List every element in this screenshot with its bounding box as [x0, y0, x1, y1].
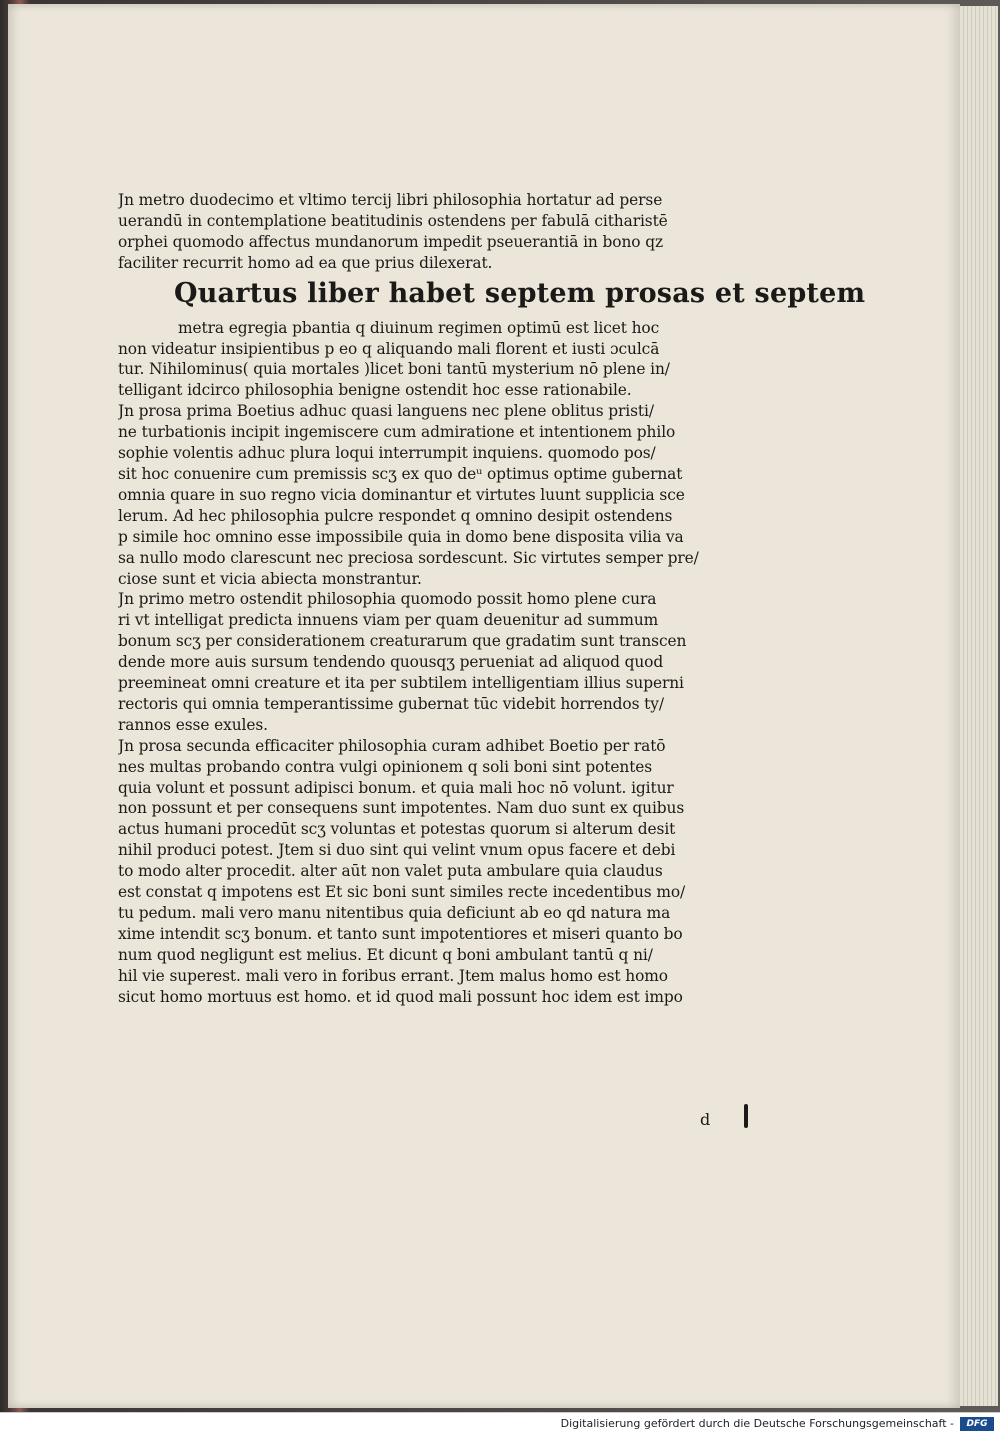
text-line: Jn primo metro ostendit philosophia quomodo possit homo plene cura	[118, 590, 657, 609]
text-line: quia volunt et possunt adipisci bonum. et quia mali hoc nō volunt. igitur	[118, 778, 674, 797]
text-line: sa nullo modo clarescunt nec preciosa sordescunt. Sic virtutes semper pre/	[118, 548, 699, 567]
text-line: sit hoc conuenire cum premissis scʒ ex quo deᵘ optimus optime gubernat	[118, 464, 683, 483]
book-heading: Quartus liber habet septem prosas et septem	[174, 277, 866, 309]
page-edges	[960, 6, 998, 1406]
text-line: uerandū in contemplatione beatitudinis ostendens per fabulā citharistē	[118, 211, 668, 230]
text-line: p simile hoc omnino esse impossibile quia in domo bene disposita vilia va	[118, 527, 684, 546]
text-line: to modo alter procedit. alter aūt non valet puta ambulare quia claudus	[118, 862, 663, 881]
text-line: nes multas probando contra vulgi opinionem q soli boni sint potentes	[118, 757, 653, 776]
text-line: sicut homo mortuus est homo. et id quod mali possunt hoc idem est impo	[118, 987, 683, 1006]
text-line: orphei quomodo affectus mundanorum impedit pseuerantiā in bono qz	[118, 232, 663, 251]
text-line: hil vie superest. mali vero in foribus errant. Jtem malus homo est homo	[118, 966, 668, 985]
text-line: num quod negligunt est melius. Et dicunt q boni ambulant tantū q ni/	[118, 945, 653, 964]
text-line: metra egregia pbantia q diuinum regimen optimū est licet hoc	[178, 318, 660, 337]
footer-bar	[0, 1412, 1000, 1436]
text-line: omnia quare in suo regno vicia dominantur et virtutes luunt supplicia sce	[118, 485, 685, 504]
text-line: non videatur insipientibus p eo q aliquando mali florent et iusti ɔculcā	[118, 339, 660, 358]
ink-mark	[744, 1104, 748, 1128]
page-text-block	[118, 190, 866, 1008]
text-line: ciose sunt et vicia abiecta monstrantur.	[118, 569, 422, 588]
text-line: non possunt et per consequens sunt impotentes. Nam duo sunt ex quibus	[118, 799, 685, 818]
text-line: actus humani procedūt scʒ voluntas et potestas quorum si alterum desit	[118, 820, 676, 839]
text-line: bonum scʒ per considerationem creaturarum que gradatim sunt transcen	[118, 632, 687, 651]
text-line: ne turbationis incipit ingemiscere cum admiratione et intentionem philo	[118, 423, 676, 442]
text-line: xime intendit scʒ bonum. et tanto sunt impotentiores et miseri quanto bo	[118, 924, 683, 943]
text-line: ri vt intelligat predicta innuens viam per quam deuenitur ad summum	[118, 611, 659, 630]
text-line: rannos esse exules.	[118, 715, 268, 734]
text-line: preemineat omni creature et ita per subtilem intelligentiam illius superni	[118, 674, 684, 693]
text-line: Jn metro duodecimo et vltimo tercij libri philosophia hortatur ad perse	[118, 191, 663, 209]
text-line: dende more auis sursum tendendo quousqʒ perueniat ad aliquod quod	[118, 653, 664, 672]
text-line: Jn prosa prima Boetius adhuc quasi languens nec plene oblitus pristi/	[118, 402, 654, 421]
dfg-logo-icon: DFG	[960, 1417, 994, 1431]
text-line: faciliter recurrit homo ad ea que prius dilexerat.	[118, 253, 493, 272]
text-line: est constat q impotens est Et sic boni sunt similes recte incedentibus mo/	[118, 883, 686, 902]
text-line: telligant idcirco philosophia benigne ostendit hoc esse rationabile.	[118, 381, 632, 400]
text-line: tur. Nihilominus( quia mortales )licet boni tantū mysterium nō plene in/	[118, 360, 670, 379]
footer-credit: Digitalisierung gefördert durch die Deutsche Forschungsgemeinschaft -	[560, 1417, 954, 1430]
text-line: lerum. Ad hec philosophia pulcre respondet q omnino desipit ostendens	[118, 506, 673, 525]
text-line: Jn prosa secunda efficaciter philosophia curam adhibet Boetio per ratō	[118, 736, 666, 755]
signature-mark: d	[700, 1110, 711, 1129]
text-line: nihil produci potest. Jtem si duo sint qui velint vnum opus facere et debi	[118, 841, 676, 860]
text-line: rectoris qui omnia temperantissime gubernat tūc videbit horrendos ty/	[118, 694, 664, 713]
text-line: sophie volentis adhuc plura loqui interrumpit inquiens. quomodo pos/	[118, 444, 656, 463]
text-line: tu pedum. mali vero manu nitentibus quia deficiunt ab eo qd natura ma	[118, 904, 671, 922]
